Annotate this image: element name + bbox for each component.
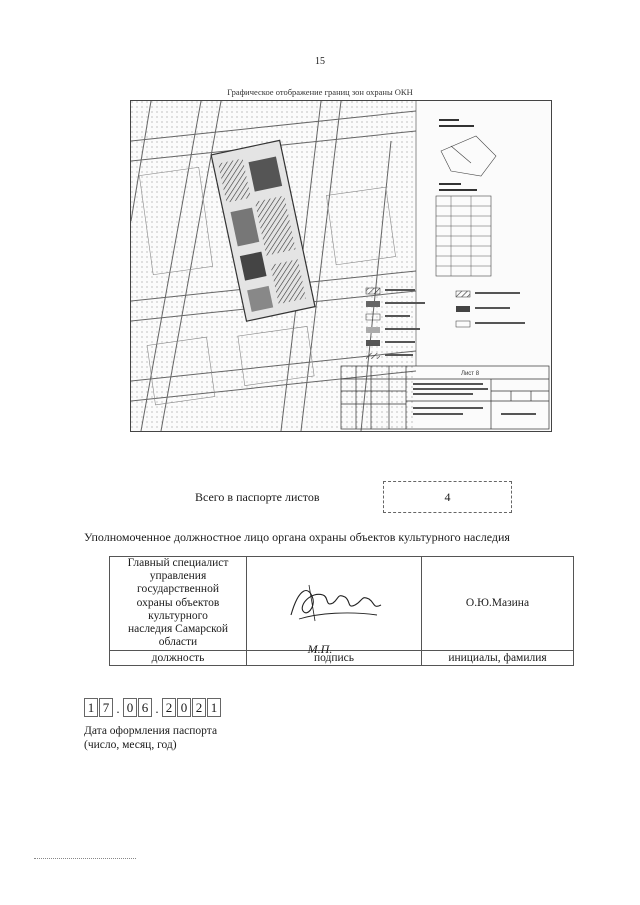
position-line: управления государственной	[137, 570, 219, 596]
signature-image	[279, 577, 389, 627]
date-digit: 7	[99, 698, 113, 717]
authorized-official-heading: Уполномоченное должностное лицо органа охраны объектов культурного наследия	[84, 530, 510, 544]
date-caption-line: (число, месяц, год)	[84, 739, 177, 752]
date-digit: 1	[207, 698, 221, 717]
date-digit: 6	[138, 698, 152, 717]
date-caption-line: Дата оформления паспорта	[84, 725, 218, 737]
page-number: 15	[315, 56, 325, 67]
position-cell	[110, 557, 247, 651]
name-cell: О.Ю.Мазина	[422, 557, 574, 651]
position-line: Главный специалист	[127, 557, 229, 569]
position-line: наследия Самарской области	[127, 623, 229, 649]
date-separator: .	[116, 701, 120, 716]
position-label: должность	[110, 650, 247, 665]
date-digit: 1	[84, 698, 98, 717]
date-digit: 0	[177, 698, 191, 717]
date-separator: .	[155, 701, 159, 716]
footer-mark	[34, 858, 136, 859]
signature-cell	[247, 557, 422, 651]
name-label: инициалы, фамилия	[422, 650, 574, 665]
position-line: охраны объектов культурного	[136, 596, 220, 622]
date-field	[84, 698, 222, 717]
total-sheets-value: 4	[383, 481, 512, 513]
date-digit: 0	[123, 698, 137, 717]
date-digit: 2	[192, 698, 206, 717]
signature-label: подпись	[247, 650, 422, 665]
map-image	[130, 100, 552, 432]
stamp-mark: М.П.	[307, 642, 333, 656]
total-sheets-label: Всего в паспорте листов	[195, 490, 320, 504]
date-caption	[84, 724, 217, 753]
map-sheet-label: Лист 8	[461, 371, 480, 377]
date-digit: 2	[162, 698, 176, 717]
map-title: Графическое отображение границ зон охраны ОКН	[227, 87, 413, 97]
